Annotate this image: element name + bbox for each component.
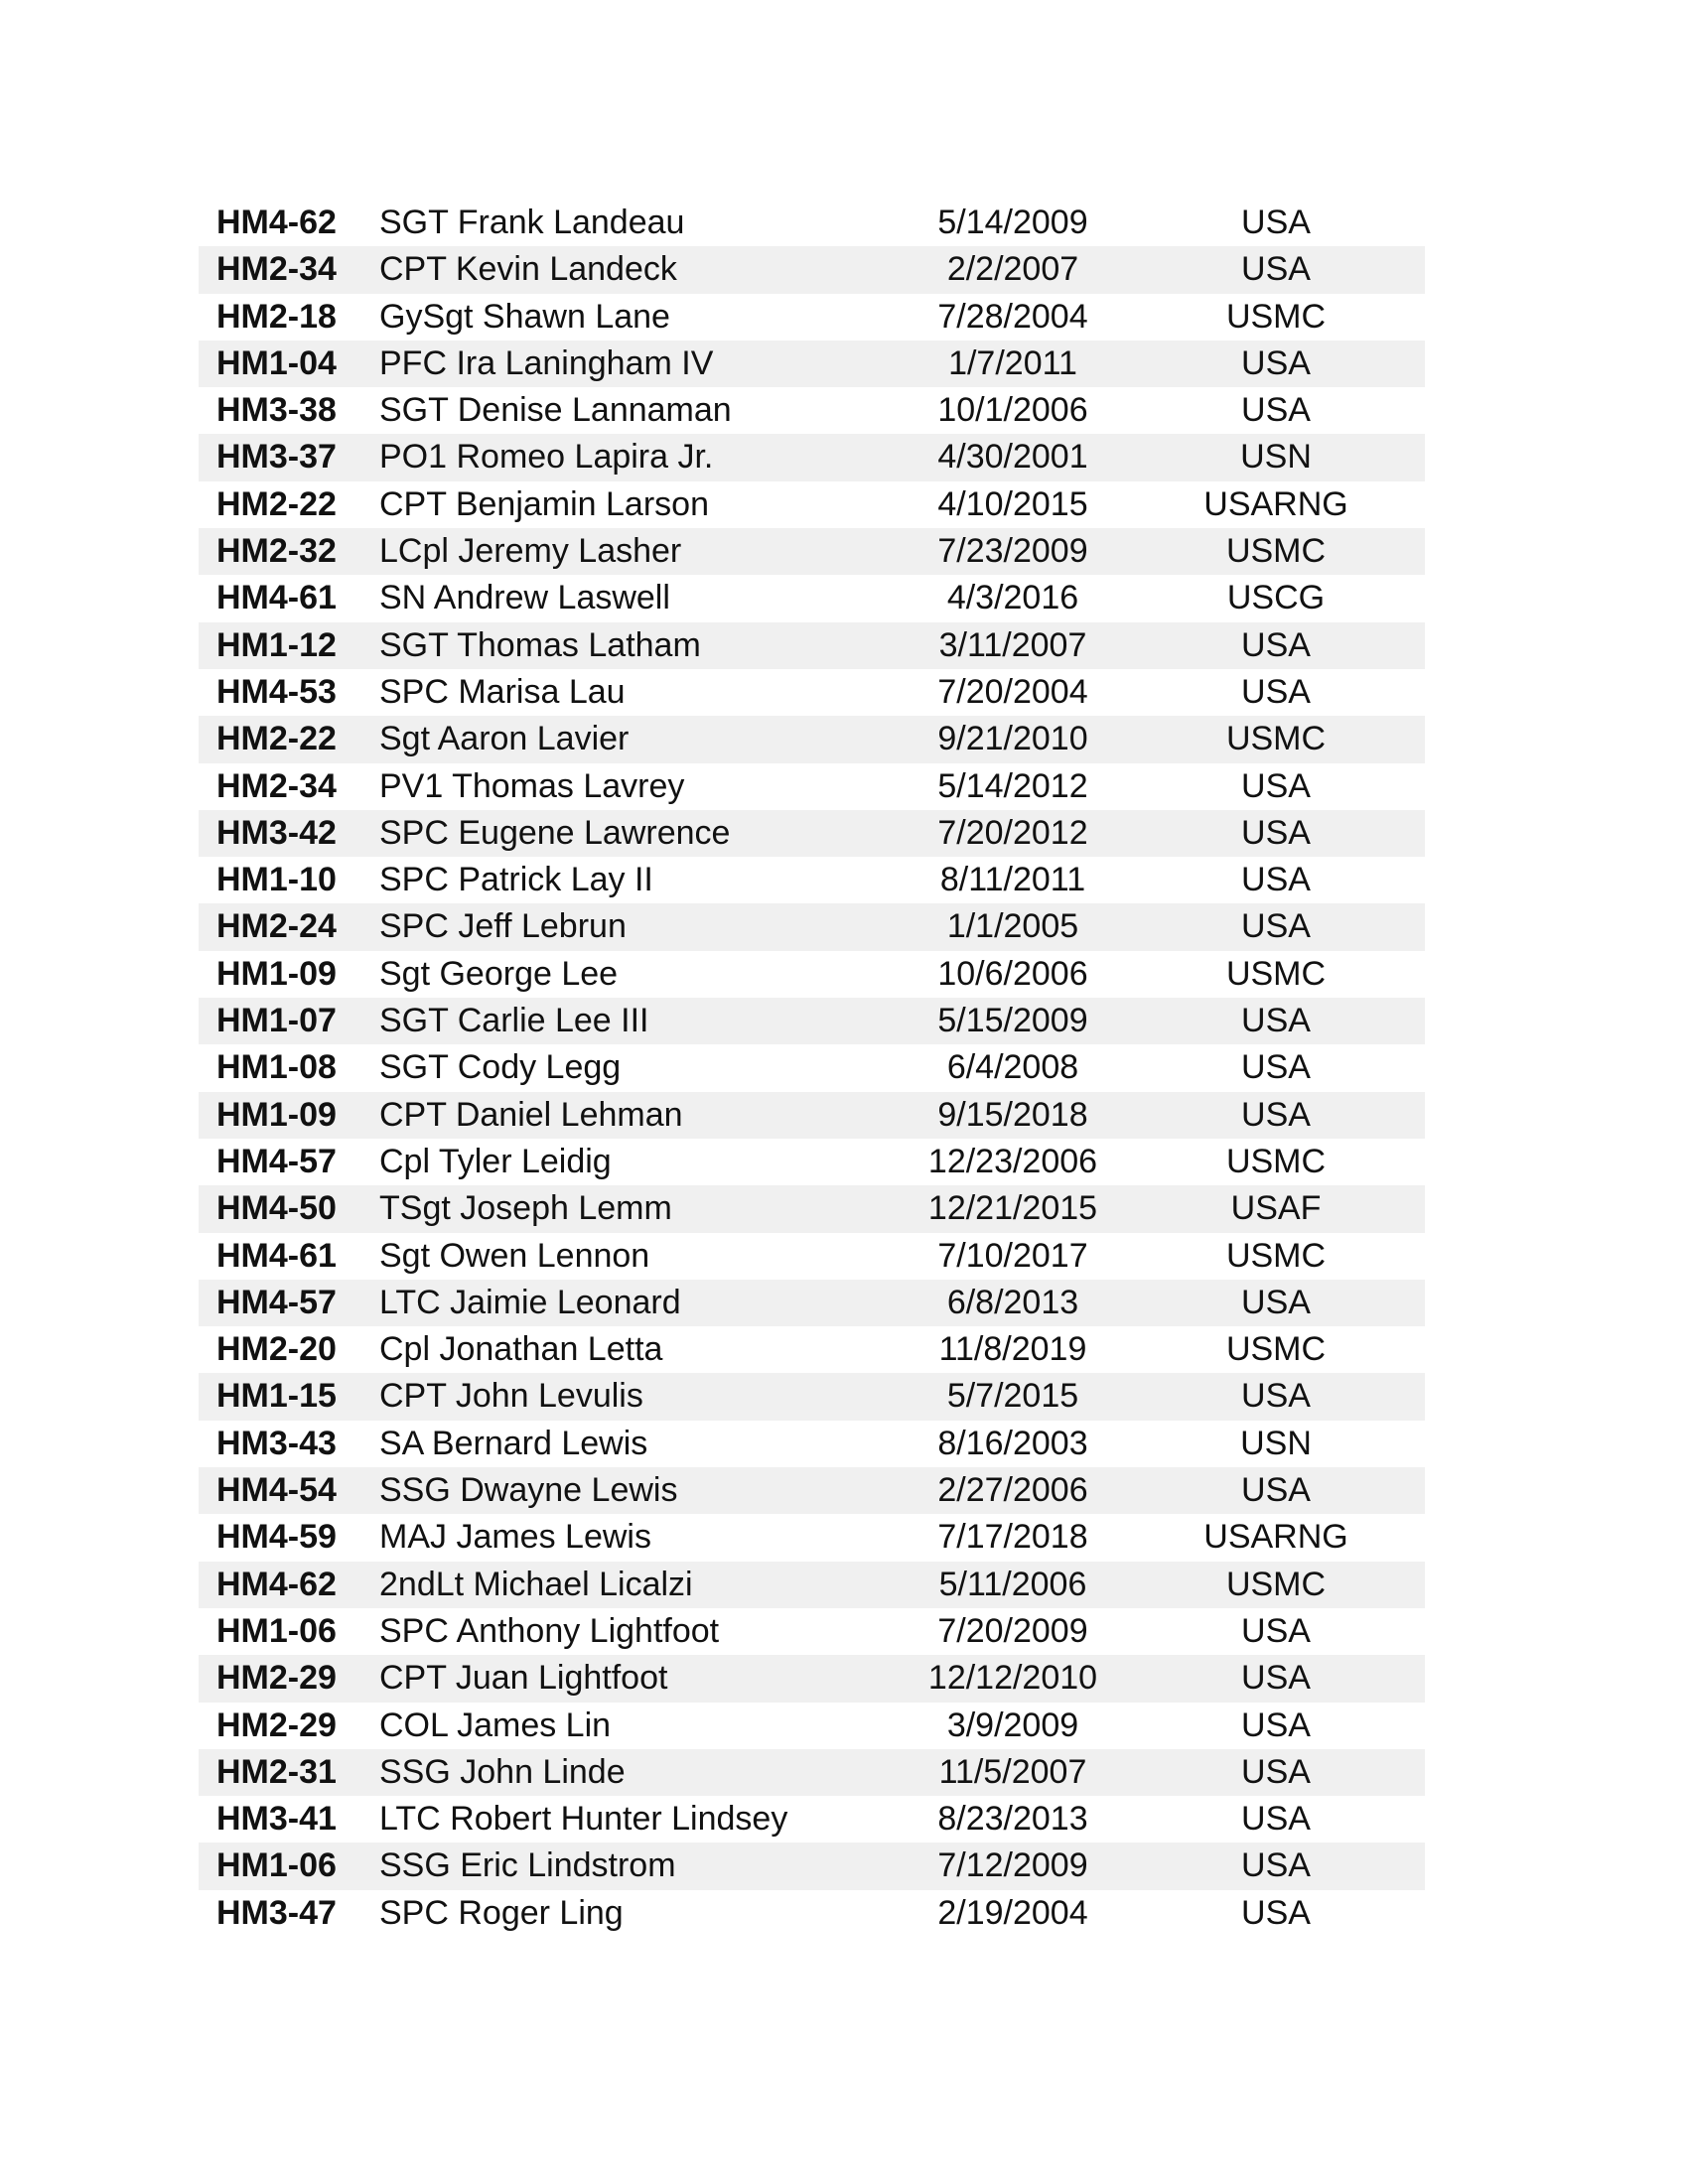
date-of-death: 12/21/2015 (927, 1189, 1098, 1228)
memorial-code: HM1-09 (216, 1095, 337, 1134)
date-of-death: 7/17/2018 (937, 1518, 1088, 1557)
memorial-code: HM2-22 (216, 484, 337, 523)
service-branch: USMC (1225, 1142, 1327, 1180)
person-name: SSG Dwayne Lewis (379, 1471, 678, 1510)
service-branch: USA (1241, 250, 1311, 289)
date-of-death: 3/9/2009 (946, 1706, 1079, 1744)
roster-row (199, 387, 1425, 434)
service-branch: USA (1241, 907, 1311, 946)
date-of-death: 5/7/2015 (946, 1377, 1079, 1416)
roster-row (199, 1044, 1425, 1091)
date-of-death: 5/14/2009 (937, 204, 1088, 241)
memorial-code: HM4-53 (216, 672, 337, 711)
roster-row (199, 857, 1425, 903)
memorial-code: HM3-47 (216, 1893, 337, 1932)
service-branch: USA (1241, 1377, 1311, 1416)
roster-row (199, 716, 1425, 762)
roster-row (199, 669, 1425, 716)
memorial-code: HM1-07 (216, 1002, 337, 1040)
person-name: LTC Jaimie Leonard (379, 1283, 681, 1321)
memorial-code: HM3-42 (216, 813, 337, 852)
service-branch: USA (1241, 343, 1311, 382)
memorial-code: HM2-22 (216, 720, 337, 758)
service-branch: USA (1241, 391, 1311, 430)
service-branch: USA (1241, 1048, 1311, 1087)
memorial-code: HM2-32 (216, 532, 337, 571)
person-name: COL James Lin (379, 1706, 612, 1744)
person-name: SPC Patrick Lay II (379, 861, 653, 899)
memorial-code: HM4-57 (216, 1283, 337, 1321)
roster-row (199, 1280, 1425, 1326)
person-name: SSG John Linde (379, 1752, 626, 1791)
person-name: SPC Eugene Lawrence (379, 813, 731, 852)
person-name: CPT Daniel Lehman (379, 1095, 683, 1134)
person-name: CPT Benjamin Larson (379, 484, 709, 523)
roster-row (199, 1185, 1425, 1232)
service-branch: USA (1241, 1002, 1311, 1040)
roster-row (199, 481, 1425, 528)
date-of-death: 3/11/2007 (938, 625, 1087, 664)
date-of-death: 7/10/2017 (937, 1236, 1088, 1275)
service-branch: USA (1241, 861, 1311, 899)
date-of-death: 7/20/2004 (937, 672, 1088, 711)
roster-row (199, 1655, 1425, 1702)
roster-row (199, 434, 1425, 480)
roster-row (199, 528, 1425, 575)
roster-row (199, 200, 1425, 246)
memorial-code: HM1-15 (216, 1377, 337, 1416)
service-branch: USA (1241, 672, 1311, 711)
person-name: SPC Jeff Lebrun (379, 907, 627, 946)
person-name: Sgt George Lee (379, 954, 619, 993)
date-of-death: 2/2/2007 (946, 250, 1079, 289)
memorial-code: HM3-37 (216, 438, 337, 477)
memorial-code: HM2-29 (216, 1706, 337, 1744)
roster-row (199, 1843, 1425, 1889)
roster-row (199, 622, 1425, 669)
date-of-death: 12/23/2006 (927, 1142, 1098, 1180)
service-branch: USARNG (1203, 1518, 1348, 1557)
date-of-death: 7/12/2009 (937, 1846, 1088, 1885)
person-name: SN Andrew Laswell (379, 579, 670, 617)
memorial-code: HM4-62 (216, 204, 337, 241)
memorial-code: HM4-57 (216, 1142, 337, 1180)
person-name: CPT John Levulis (379, 1377, 643, 1416)
service-branch: USAF (1230, 1189, 1322, 1228)
memorial-code: HM1-09 (216, 954, 337, 993)
memorial-code: HM2-34 (216, 766, 337, 805)
person-name: SGT Carlie Lee III (379, 1002, 649, 1040)
roster-row (199, 1890, 1425, 1937)
date-of-death: 11/5/2007 (938, 1752, 1087, 1791)
roster-row (199, 1703, 1425, 1749)
memorial-code: HM4-61 (216, 1236, 337, 1275)
person-name: PO1 Romeo Lapira Jr. (379, 438, 714, 477)
roster-row (199, 246, 1425, 293)
memorial-code: HM4-50 (216, 1189, 337, 1228)
service-branch: USMC (1225, 297, 1327, 336)
roster-row (199, 1139, 1425, 1185)
memorial-code: HM2-20 (216, 1330, 337, 1369)
roster-row (199, 998, 1425, 1044)
person-name: SA Bernard Lewis (379, 1424, 648, 1462)
memorial-code: HM4-59 (216, 1518, 337, 1557)
roster-row (199, 1421, 1425, 1467)
service-branch: USA (1241, 1706, 1311, 1744)
date-of-death: 2/19/2004 (937, 1893, 1088, 1932)
service-branch: USA (1241, 1659, 1311, 1698)
service-branch: USA (1241, 1800, 1311, 1839)
memorial-code: HM1-06 (216, 1846, 337, 1885)
service-branch: USMC (1225, 1236, 1327, 1275)
roster-row (199, 341, 1425, 387)
roster-row (199, 1796, 1425, 1843)
person-name: 2ndLt Michael Licalzi (379, 1565, 693, 1603)
date-of-death: 10/1/2006 (937, 391, 1088, 430)
person-name: Cpl Jonathan Letta (379, 1330, 663, 1369)
date-of-death: 9/21/2010 (937, 720, 1088, 758)
date-of-death: 9/15/2018 (937, 1095, 1088, 1134)
service-branch: USMC (1225, 1330, 1327, 1369)
person-name: SGT Thomas Latham (379, 625, 701, 664)
date-of-death: 4/30/2001 (937, 438, 1088, 477)
date-of-death: 7/28/2004 (937, 297, 1088, 336)
service-branch: USN (1240, 1424, 1312, 1462)
person-name: TSgt Joseph Lemm (379, 1189, 672, 1228)
person-name: LTC Robert Hunter Lindsey (379, 1800, 788, 1839)
date-of-death: 8/11/2011 (939, 861, 1086, 899)
service-branch: USA (1241, 1283, 1311, 1321)
memorial-code: HM4-62 (216, 1565, 337, 1603)
service-branch: USA (1241, 813, 1311, 852)
service-branch: USMC (1225, 720, 1327, 758)
date-of-death: 7/20/2009 (937, 1611, 1088, 1650)
roster-row (199, 294, 1425, 341)
person-name: SGT Cody Legg (379, 1048, 622, 1087)
date-of-death: 6/4/2008 (946, 1048, 1079, 1087)
roster-row (199, 1233, 1425, 1280)
person-name: SGT Denise Lannaman (379, 391, 732, 430)
service-branch: USA (1241, 766, 1311, 805)
date-of-death: 11/8/2019 (938, 1330, 1087, 1369)
memorial-code: HM3-38 (216, 391, 337, 430)
memorial-code: HM1-06 (216, 1611, 337, 1650)
memorial-code: HM2-34 (216, 250, 337, 289)
service-branch: USA (1241, 1095, 1311, 1134)
memorial-code: HM1-12 (216, 625, 337, 664)
service-branch: USMC (1225, 532, 1327, 571)
service-branch: USMC (1225, 1565, 1327, 1603)
date-of-death: 7/23/2009 (937, 532, 1088, 571)
person-name: LCpl Jeremy Lasher (379, 532, 682, 571)
date-of-death: 8/23/2013 (937, 1800, 1088, 1839)
person-name: Sgt Aaron Lavier (379, 720, 630, 758)
date-of-death: 4/10/2015 (937, 484, 1088, 523)
roster-row (199, 1608, 1425, 1655)
memorial-code: HM3-43 (216, 1424, 337, 1462)
memorial-code: HM1-10 (216, 861, 337, 899)
service-branch: USCG (1226, 579, 1326, 617)
service-branch: USMC (1225, 954, 1327, 993)
service-branch: USA (1241, 625, 1311, 664)
memorial-code: HM1-04 (216, 343, 337, 382)
roster-row (199, 1326, 1425, 1373)
date-of-death: 4/3/2016 (946, 579, 1079, 617)
roster-row (199, 763, 1425, 810)
person-name: SPC Anthony Lightfoot (379, 1611, 720, 1650)
memorial-code: HM2-18 (216, 297, 337, 336)
person-name: SGT Frank Landeau (379, 204, 685, 241)
service-branch: USN (1240, 438, 1312, 477)
service-branch: USA (1241, 1752, 1311, 1791)
person-name: CPT Juan Lightfoot (379, 1659, 668, 1698)
memorial-code: HM3-41 (216, 1800, 337, 1839)
roster-row (199, 1373, 1425, 1420)
person-name: Cpl Tyler Leidig (379, 1142, 612, 1180)
roster-row (199, 1514, 1425, 1561)
person-name: SSG Eric Lindstrom (379, 1846, 676, 1885)
memorial-code: HM4-54 (216, 1471, 337, 1510)
person-name: CPT Kevin Landeck (379, 250, 677, 289)
memorial-code: HM2-31 (216, 1752, 337, 1791)
date-of-death: 5/14/2012 (937, 766, 1088, 805)
date-of-death: 5/15/2009 (937, 1002, 1088, 1040)
date-of-death: 10/6/2006 (937, 954, 1088, 993)
roster-row (199, 1562, 1425, 1608)
person-name: MAJ James Lewis (379, 1518, 651, 1557)
service-branch: USA (1241, 1611, 1311, 1650)
roster-row (199, 951, 1425, 998)
date-of-death: 2/27/2006 (937, 1471, 1088, 1510)
roster-row (199, 1749, 1425, 1796)
person-name: PV1 Thomas Lavrey (379, 766, 685, 805)
date-of-death: 5/11/2006 (938, 1565, 1087, 1603)
service-branch: USA (1241, 1893, 1311, 1932)
memorial-code: HM4-61 (216, 579, 337, 617)
roster-row (199, 810, 1425, 857)
person-name: GySgt Shawn Lane (379, 297, 670, 336)
date-of-death: 7/20/2012 (937, 813, 1088, 852)
roster-row (199, 1467, 1425, 1514)
date-of-death: 1/7/2011 (948, 343, 1077, 382)
service-branch: USA (1241, 204, 1311, 241)
person-name: SPC Marisa Lau (379, 672, 626, 711)
service-branch: USA (1241, 1471, 1311, 1510)
memorial-code: HM1-08 (216, 1048, 337, 1087)
roster-row (199, 903, 1425, 950)
memorial-code: HM2-24 (216, 907, 337, 946)
date-of-death: 8/16/2003 (937, 1424, 1088, 1462)
service-branch: USARNG (1203, 484, 1348, 523)
date-of-death: 6/8/2013 (946, 1283, 1079, 1321)
memorial-code: HM2-29 (216, 1659, 337, 1698)
roster-row (199, 575, 1425, 621)
person-name: SPC Roger Ling (379, 1893, 624, 1932)
roster-table (199, 200, 1425, 1937)
person-name: PFC Ira Laningham IV (379, 343, 714, 382)
person-name: Sgt Owen Lennon (379, 1236, 650, 1275)
date-of-death: 12/12/2010 (927, 1659, 1098, 1698)
date-of-death: 1/1/2005 (946, 907, 1079, 946)
service-branch: USA (1241, 1846, 1311, 1885)
roster-row (199, 1092, 1425, 1139)
